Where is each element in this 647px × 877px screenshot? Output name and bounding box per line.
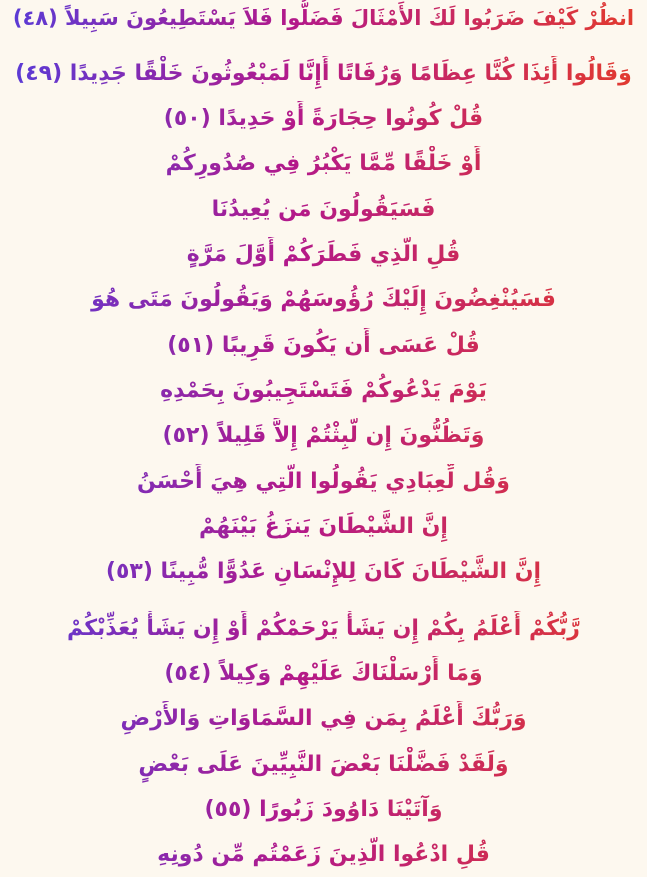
- verse-line: قُلِ ادْعُوا الَّذِينَ زَعَمْتُم مِّن دُونِهِ: [10, 837, 637, 873]
- verse-line: وَقُل لِّعِبَادِي يَقُولُوا الَّتِي هِيَ أَحْسَنُ: [10, 464, 637, 500]
- verse-line: وَرَبُّكَ أَعْلَمُ بِمَن فِي السَّمَاوَاتِ وَالأَرْضِ: [10, 701, 637, 737]
- verse-line: رَّبُّكُمْ أَعْلَمُ بِكُمْ إِن يَشَأْ يَرْحَمْكُمْ أَوْ إِن يَشَأْ يُعَذِّبْكُمْ: [10, 611, 637, 647]
- verse-line: إِنَّ الشَّيْطَانَ يَنزَغُ بَيْنَهُمْ: [10, 509, 637, 545]
- verse-line: قُلْ كُونُوا حِجَارَةً أَوْ حَدِيدًا (٥٠): [10, 101, 637, 137]
- verse-line: فَسَيَقُولُونَ مَن يُعِيدُنَا: [10, 192, 637, 228]
- verse-line: قُلِ الَّذِي فَطَرَكُمْ أَوَّلَ مَرَّةٍ: [10, 237, 637, 273]
- verse-line: قُلْ عَسَى أَن يَكُونَ قَرِيبًا (٥١): [10, 328, 637, 364]
- verse-line: وَلَقَدْ فَضَّلْنَا بَعْضَ النَّبِيِّينَ عَلَى بَعْضٍ: [10, 747, 637, 783]
- verse-line: وَمَا أَرْسَلْنَاكَ عَلَيْهِمْ وَكِيلاً (٥٤): [10, 656, 637, 692]
- verse-line: وَقَالُوا أَئِذَا كُنَّا عِظَامًا وَرُفَاتًا أَإِنَّا لَمَبْعُوثُونَ خَلْقًا جَدِيدًا (٤٩): [10, 56, 637, 92]
- verse-line: إِنَّ الشَّيْطَانَ كَانَ لِلإِنْسَانِ عَدُوًّا مُّبِينًا (٥٣): [10, 554, 637, 590]
- verse-line: وَآتَيْنَا دَاوُودَ زَبُورًا (٥٥): [10, 792, 637, 828]
- verse-line: أَوْ خَلْقًا مِّمَّا يَكْبُرُ فِي صُدُورِكُمْ: [10, 146, 637, 182]
- verse-line: وَتَظُنُّونَ إِن لَّبِثْتُمْ إِلاَّ قَلِيلاً (٥٢): [10, 418, 637, 454]
- verse-line: فَسَيُنْغِضُونَ إِلَيْكَ رُؤُوسَهُمْ وَيَقُولُونَ مَتَى هُوَ: [10, 282, 637, 318]
- verse-line: يَوْمَ يَدْعُوكُمْ فَتَسْتَجِيبُونَ بِحَمْدِهِ: [10, 373, 637, 409]
- verse-line: انظُرْ كَيْفَ ضَرَبُوا لَكَ الأَمْثَالَ فَضَلُّوا فَلاَ يَسْتَطِيعُونَ سَبِيلاً (٤٨): [10, 0, 637, 36]
